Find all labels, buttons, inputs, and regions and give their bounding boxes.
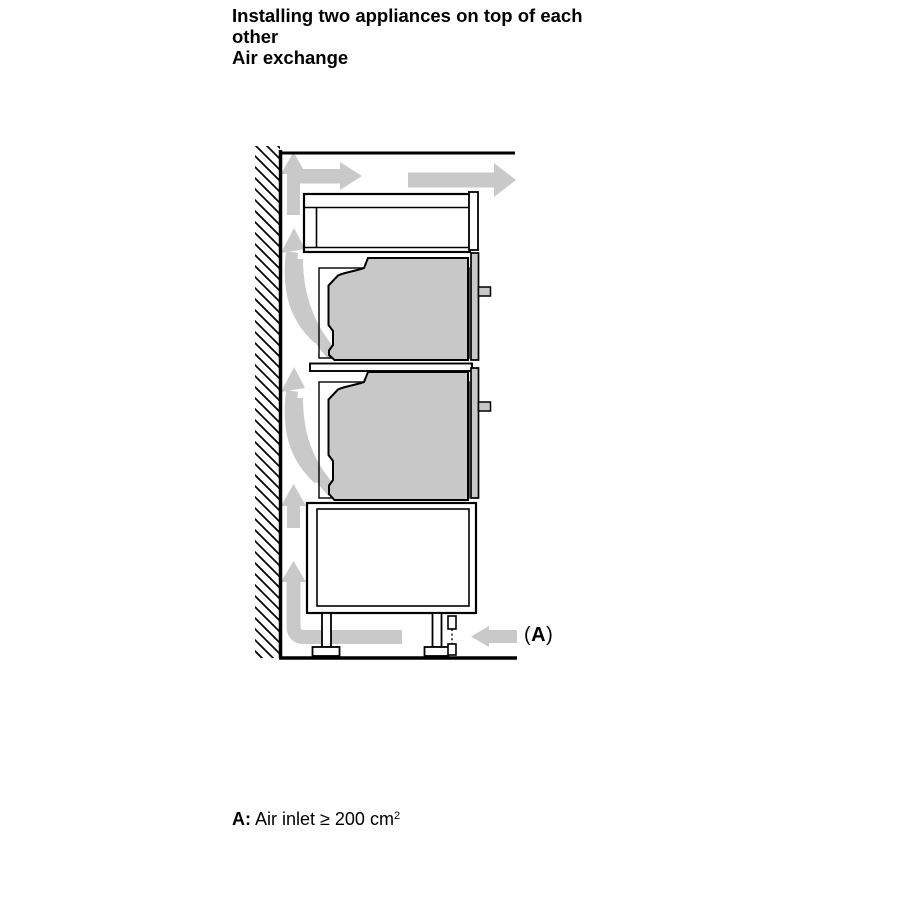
wall-hatching	[255, 146, 280, 658]
compact-appliance-handle	[479, 287, 491, 296]
cabinet-foot-left	[313, 647, 340, 656]
compact-appliance-door	[471, 253, 479, 360]
airflow-top-exit-arrow	[408, 163, 516, 197]
callout-a-close: )	[546, 624, 554, 646]
legend-text: Air inlet ≥ 200 cm	[251, 809, 394, 829]
compact-appliance	[319, 253, 491, 360]
air-inlet-slot-bottom	[448, 644, 456, 655]
legend-label: A:	[232, 809, 251, 829]
page-title-line2: other	[232, 26, 279, 47]
airflow-branch-right-arrow	[296, 162, 362, 190]
air-inlet-arrow	[471, 626, 517, 647]
upper-cabinet-box	[304, 192, 478, 252]
cabinet-foot-right	[425, 647, 449, 656]
airflow-up-arrow-mid	[281, 484, 306, 528]
callout-a-letter: A	[531, 624, 547, 646]
air-inlet-slot-top	[448, 616, 456, 629]
lower-appliance-handle	[479, 402, 491, 411]
lower-appliance-body	[329, 372, 469, 500]
lower-appliance	[319, 368, 491, 500]
air-inlet-slot	[448, 616, 456, 655]
page-title-line1: Installing two appliances on top of each	[232, 5, 583, 26]
page-subtitle: Air exchange	[232, 47, 349, 68]
callout-a	[524, 623, 553, 647]
middle-shelf	[310, 364, 472, 372]
lower-appliance-door	[471, 368, 479, 498]
base-cabinet-box	[307, 503, 476, 613]
callout-a-open: (	[524, 624, 532, 646]
compact-appliance-body	[329, 258, 469, 360]
upper-cabinet-front-strip	[469, 192, 478, 250]
cabinet-leg-right	[433, 613, 442, 647]
airflow-curve-arrow-lower	[281, 367, 333, 492]
legend	[232, 805, 400, 830]
cabinet-leg-left	[322, 613, 331, 647]
legend-superscript: 2	[393, 810, 401, 822]
